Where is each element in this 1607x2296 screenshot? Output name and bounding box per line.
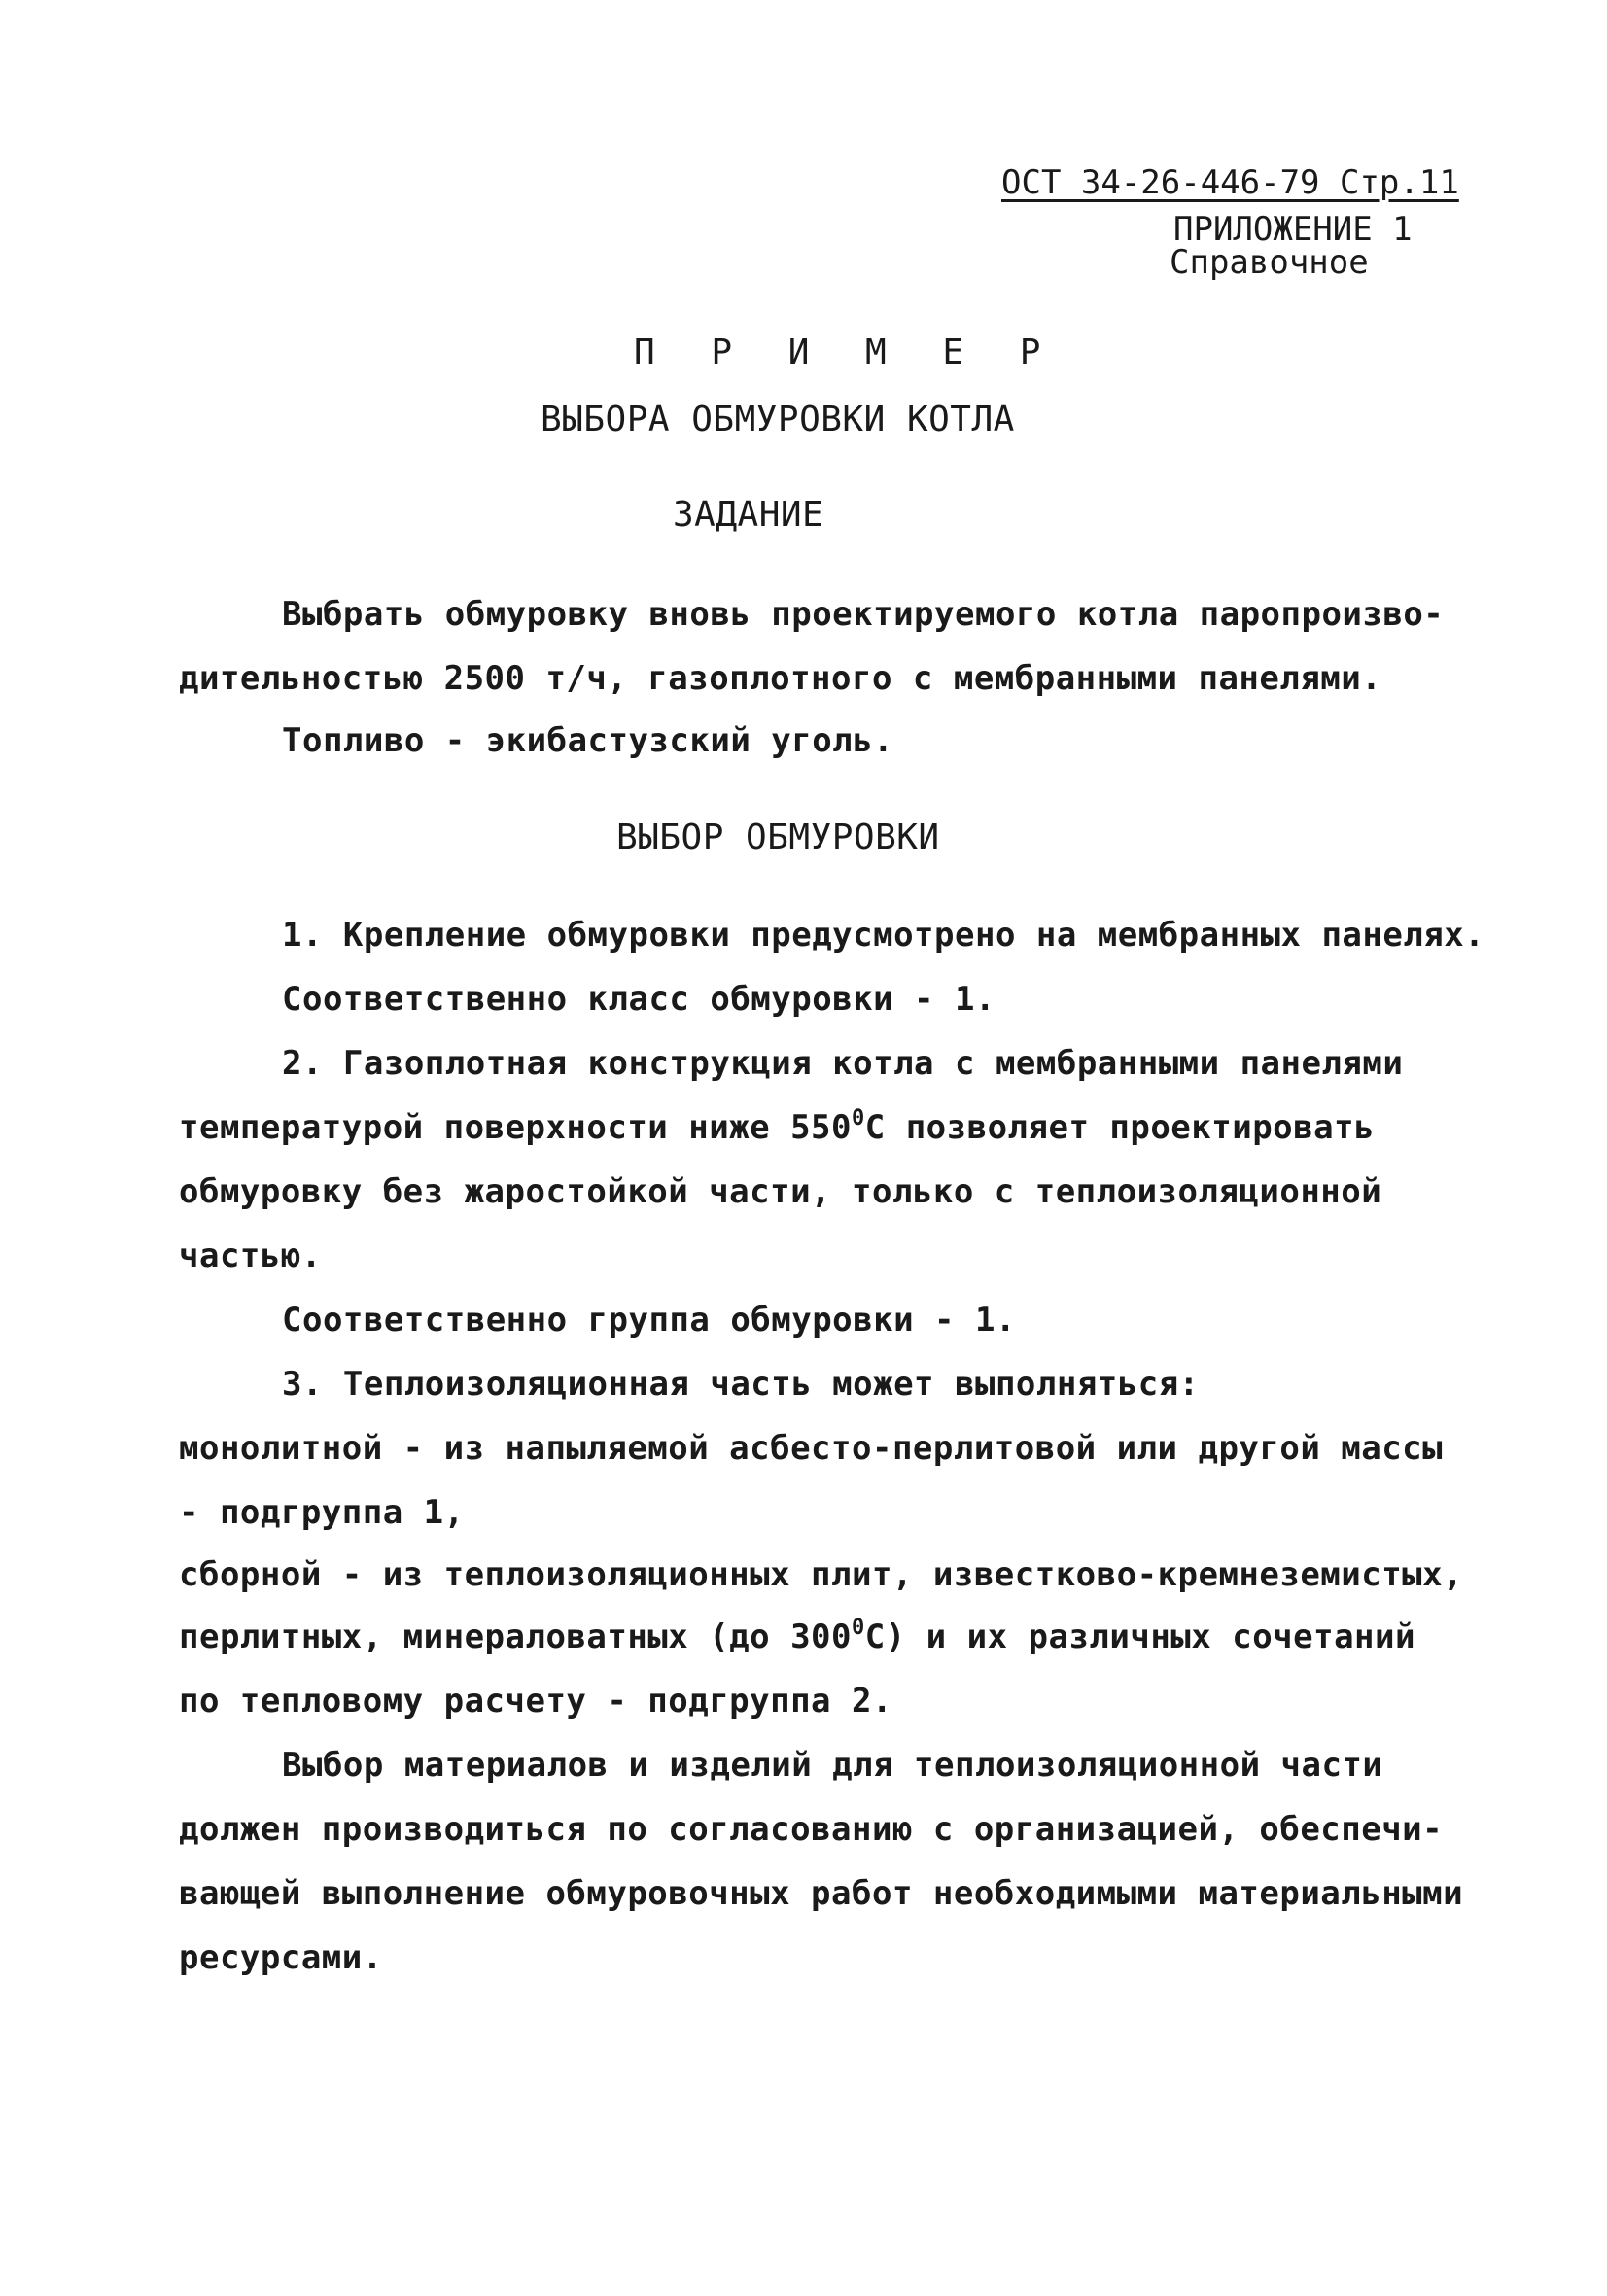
paragraph-3-line-6: по тепловому расчету - подгруппа 2.: [179, 1682, 892, 1721]
paragraph-3-line-3: - подгруппа 1,: [179, 1493, 465, 1532]
selection-heading: ВЫБОР ОБМУРОВКИ: [616, 818, 940, 857]
title-sub: ВЫБОРА ОБМУРОВКИ КОТЛА: [541, 400, 1015, 439]
appendix-label: ПРИЛОЖЕНИЕ 1: [1173, 210, 1413, 249]
paragraph-2-line-2: [179, 1108, 1375, 1147]
paragraph-2-line-4: частью.: [179, 1236, 322, 1275]
task-line-3: Топливо - экибастузский уголь.: [282, 721, 894, 760]
paragraph-4-line-1: Выбор материалов и изделий для теплоизоляционной части: [282, 1746, 1383, 1785]
appendix-type: Справочное: [1170, 243, 1369, 282]
paragraph-2-line-2-tail: С позволяет проектировать: [864, 1108, 1376, 1147]
paragraph-3-line-1: 3. Теплоизоляционная часть может выполняться:: [282, 1365, 1200, 1404]
paragraph-3-line-5: [179, 1618, 1415, 1656]
title-main: П Р И М Е Р: [634, 332, 1059, 372]
paragraph-2-line-3: обмуровку без жаростойкой части, только с теплоизоляционной: [179, 1172, 1382, 1211]
paragraph-1-line-2: Соответственно класс обмуровки - 1.: [282, 980, 996, 1019]
paragraph-4-line-4: ресурсами.: [179, 1938, 383, 1977]
task-heading: ЗАДАНИЕ: [673, 495, 824, 535]
paragraph-3-line-2: монолитной - из напыляемой асбесто-перлитовой или другой массы: [179, 1429, 1444, 1468]
paragraph-3-line-5-text: перлитных, минераловатных (до 300: [179, 1618, 853, 1656]
task-line-1: Выбрать обмуровку вновь проектируемого котла паропроизво-: [282, 595, 1445, 634]
paragraph-3-line-4: сборной - из теплоизоляционных плит, известково-кремнеземистых,: [179, 1555, 1464, 1594]
doc-code: ОСТ 34-26-446-79 Стр.11: [1001, 163, 1459, 202]
degree-superscript: 0: [852, 1616, 865, 1640]
paragraph-4-line-3: вающей выполнение обмуровочных работ необходимыми материальными: [179, 1874, 1464, 1913]
paragraph-4-line-2: должен производиться по согласованию с организацией, обеспечи-: [179, 1810, 1444, 1849]
paragraph-3-line-5-tail: С) и их различных сочетаний: [864, 1618, 1415, 1656]
paragraph-1-line-1: 1. Крепление обмуровки предусмотрено на мембранных панелях.: [282, 916, 1485, 955]
degree-superscript: 0: [852, 1106, 865, 1131]
paragraph-2-line-5: Соответственно группа обмуровки - 1.: [282, 1301, 1016, 1339]
paragraph-2-line-1: 2. Газоплотная конструкция котла с мембранными панелями: [282, 1044, 1404, 1083]
task-line-2: дительностью 2500 т/ч, газоплотного с мембранными панелями.: [179, 659, 1382, 698]
paragraph-2-line-2-text: температурой поверхности ниже 550: [179, 1108, 853, 1147]
